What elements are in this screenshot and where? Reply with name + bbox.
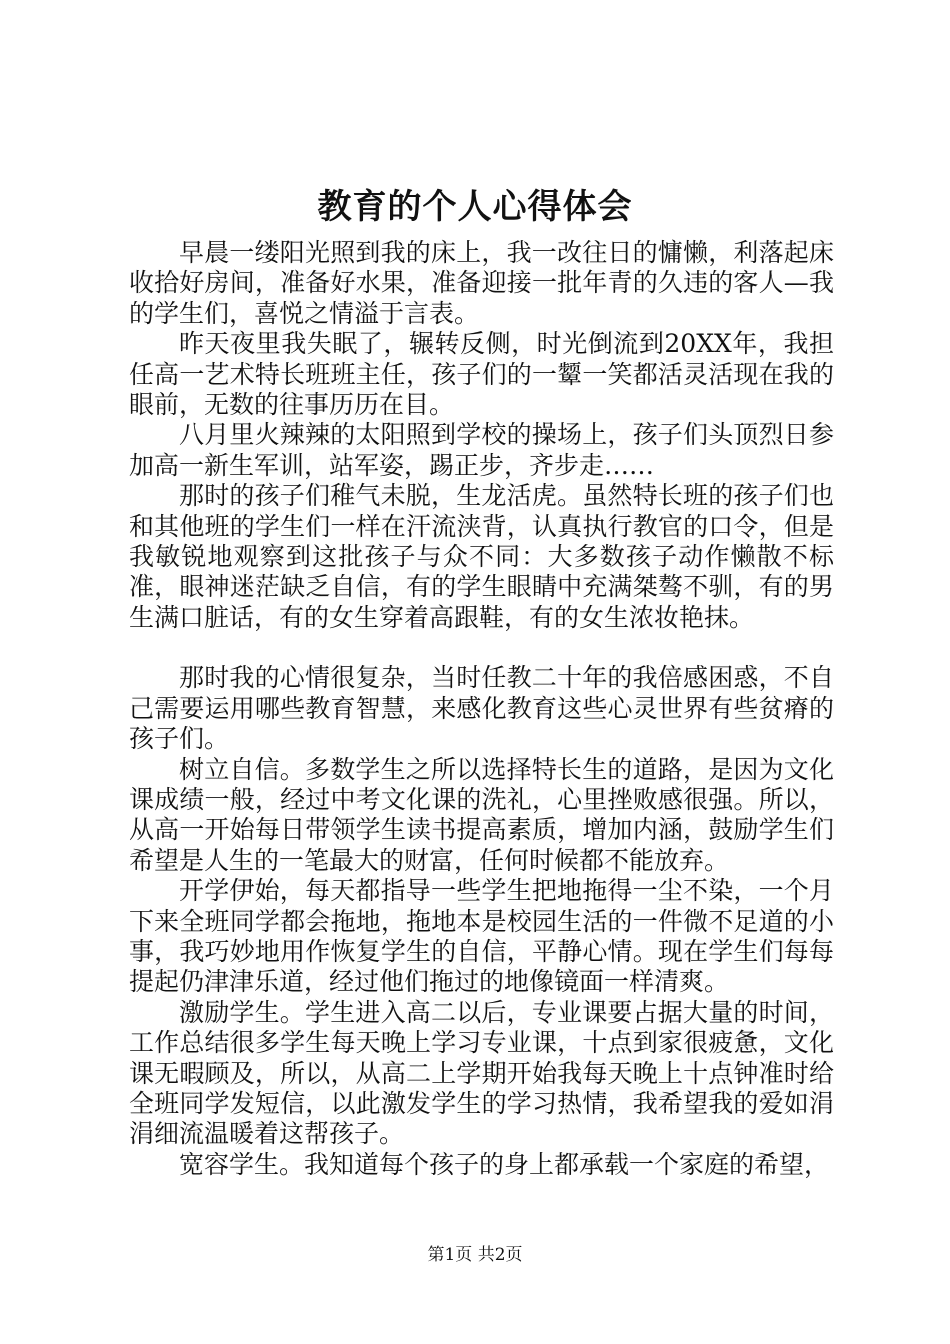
- paragraph: 那时我的心情很复杂，当时任教二十年的我倍感困惑，不自己需要运用哪些教育智慧，来感化教育这些心灵世界有些贫瘠的孩子们。: [129, 663, 834, 754]
- paragraph: 激励学生。学生进入高二以后，专业课要占据大量的时间，工作总结很多学生每天晚上学习专业课，十点到家很疲惫，文化课无暇顾及，所以，从高二上学期开始我每天晚上十点钟准时给全班同学发短信，以此激发学生的学习热情，我希望我的爱如涓涓细流温暖着这帮孩子。: [129, 997, 834, 1149]
- paragraph: 早晨一缕阳光照到我的床上，我一改往日的慵懒，利落起床收拾好房间，准备好水果，准备迎接一批年青的久违的客人—我的学生们，喜悦之情溢于言表。: [129, 238, 834, 328]
- paragraph: 宽容学生。我知道每个孩子的身上都承载一个家庭的希望，: [179, 1149, 830, 1179]
- document-title: 教育的个人心得体会: [317, 187, 633, 227]
- paragraph: 八月里火辣辣的太阳照到学校的操场上，孩子们头顶烈日参加高一新生军训，站军姿，踢正步，齐步走……: [129, 420, 834, 480]
- document-body: [129, 238, 834, 1180]
- paragraph: 昨天夜里我失眠了，辗转反侧，时光倒流到20XX年，我担任高一艺术特长班班主任，孩子们的一颦一笑都活灵活现在我的眼前，无数的往事历历在目。: [129, 329, 834, 420]
- paragraph: 树立自信。多数学生之所以选择特长生的道路，是因为文化课成绩一般，经过中考文化课的洗礼，心里挫败感很强。所以，从高一开始每日带领学生读书提高素质，增加内涵，鼓励学生们希望是人生的一笔最大的财富，任何时候都不能放弃。: [129, 754, 834, 875]
- page-footer: 第1页 共2页: [427, 1245, 523, 1265]
- paragraph: 那时的孩子们稚气未脱，生龙活虎。虽然特长班的孩子们也和其他班的学生们一样在汗流浃背，认真执行教官的口令，但是我敏锐地观察到这批孩子与众不同：大多数孩子动作懒散不标准，眼神迷茫缺乏自信，有的学生眼睛中充满桀骜不驯，有的男生满口脏话，有的女生穿着高跟鞋，有的女生浓妆艳抹。: [129, 481, 834, 632]
- paragraph: 开学伊始，每天都指导一些学生把地拖得一尘不染，一个月下来全班同学都会拖地，拖地本是校园生活的一件微不足道的小事，我巧妙地用作恢复学生的自信，平静心情。现在学生们每每提起仍津津乐道，经过他们拖过的地像镜面一样清爽。: [129, 876, 834, 997]
